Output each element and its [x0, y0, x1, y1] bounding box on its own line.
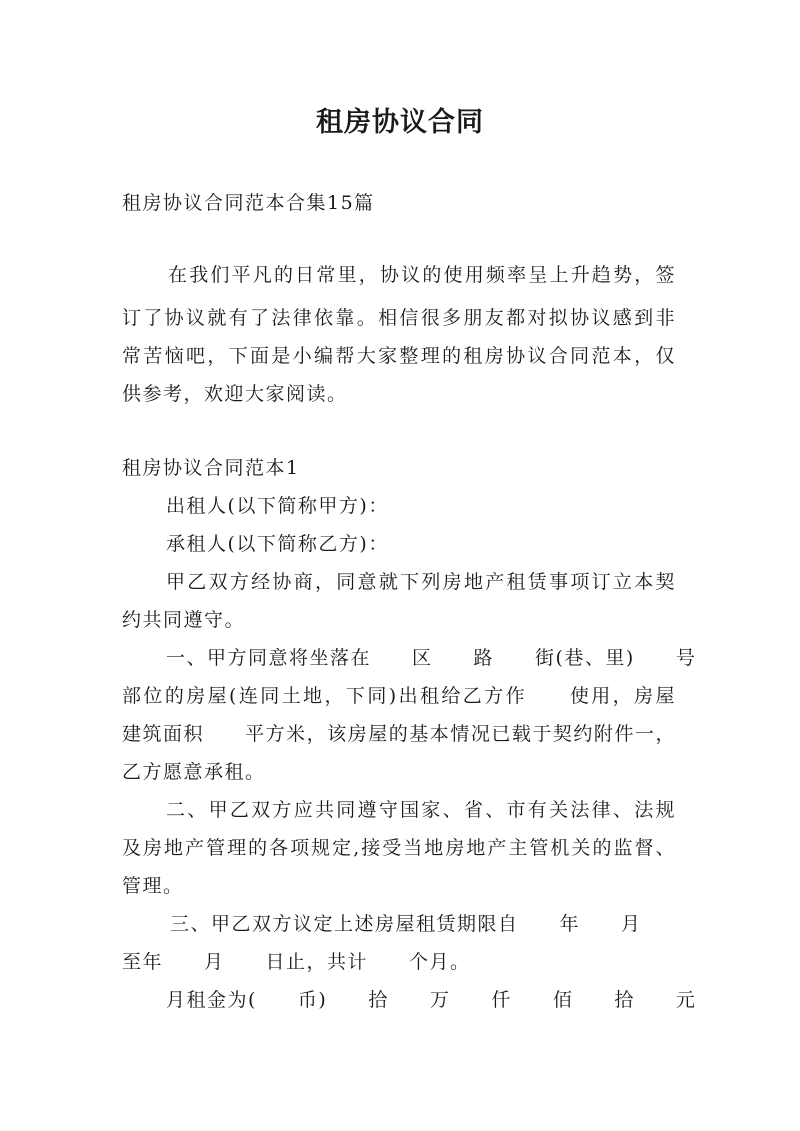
clause-1-line-2: 部位的房屋(连同土地，下同)出租给乙方作 使用，房屋	[122, 685, 676, 707]
intro-line-2: 订了协议就有了法律依靠。相信很多朋友都对拟协议感到非	[122, 307, 676, 329]
clause-2-line-2: 及房地产管理的各项规定,接受当地房地产主管机关的监督、	[122, 837, 676, 859]
intro-line-1: 在我们平凡的日常里，协议的使用频率呈上升趋势，签	[168, 264, 676, 286]
clause-1-line-3: 建筑面积 平方米，该房屋的基本情况已载于契约附件一，	[122, 723, 676, 745]
clause-2-line-1: 二、甲乙双方应共同遵守国家、省、市有关法律、法规	[166, 799, 676, 821]
lessor-line: 出租人(以下简称甲方)：	[166, 495, 389, 517]
agreement-line-1: 甲乙双方经协商，同意就下列房地产租赁事项订立本契	[166, 571, 676, 593]
rent-line: 月租金为( 币) 拾 万 仟 佰 拾 元	[166, 989, 697, 1011]
subtitle: 租房协议合同范本合集15篇	[122, 192, 375, 214]
document-title: 租房协议合同	[316, 107, 484, 138]
clause-3-line-1: 三、甲乙双方议定上述房屋租赁期限自 年 月	[170, 913, 642, 935]
clause-3-line-2: 至年 月 日止，共计 个月。	[122, 951, 471, 973]
intro-line-4: 供参考，欢迎大家阅读。	[122, 383, 348, 405]
agreement-line-2: 约共同遵守。	[122, 609, 246, 631]
lessee-line: 承租人(以下简称乙方)：	[166, 533, 389, 555]
clause-2-line-3: 管理。	[122, 875, 184, 897]
clause-1-line-4: 乙方愿意承租。	[122, 761, 266, 783]
intro-line-3: 常苦恼吧，下面是小编帮大家整理的租房协议合同范本，仅	[122, 345, 676, 367]
clause-1-line-1: 一、甲方同意将坐落在 区 路 街(巷、里) 号	[166, 647, 697, 669]
section-heading: 租房协议合同范本1	[122, 457, 300, 479]
